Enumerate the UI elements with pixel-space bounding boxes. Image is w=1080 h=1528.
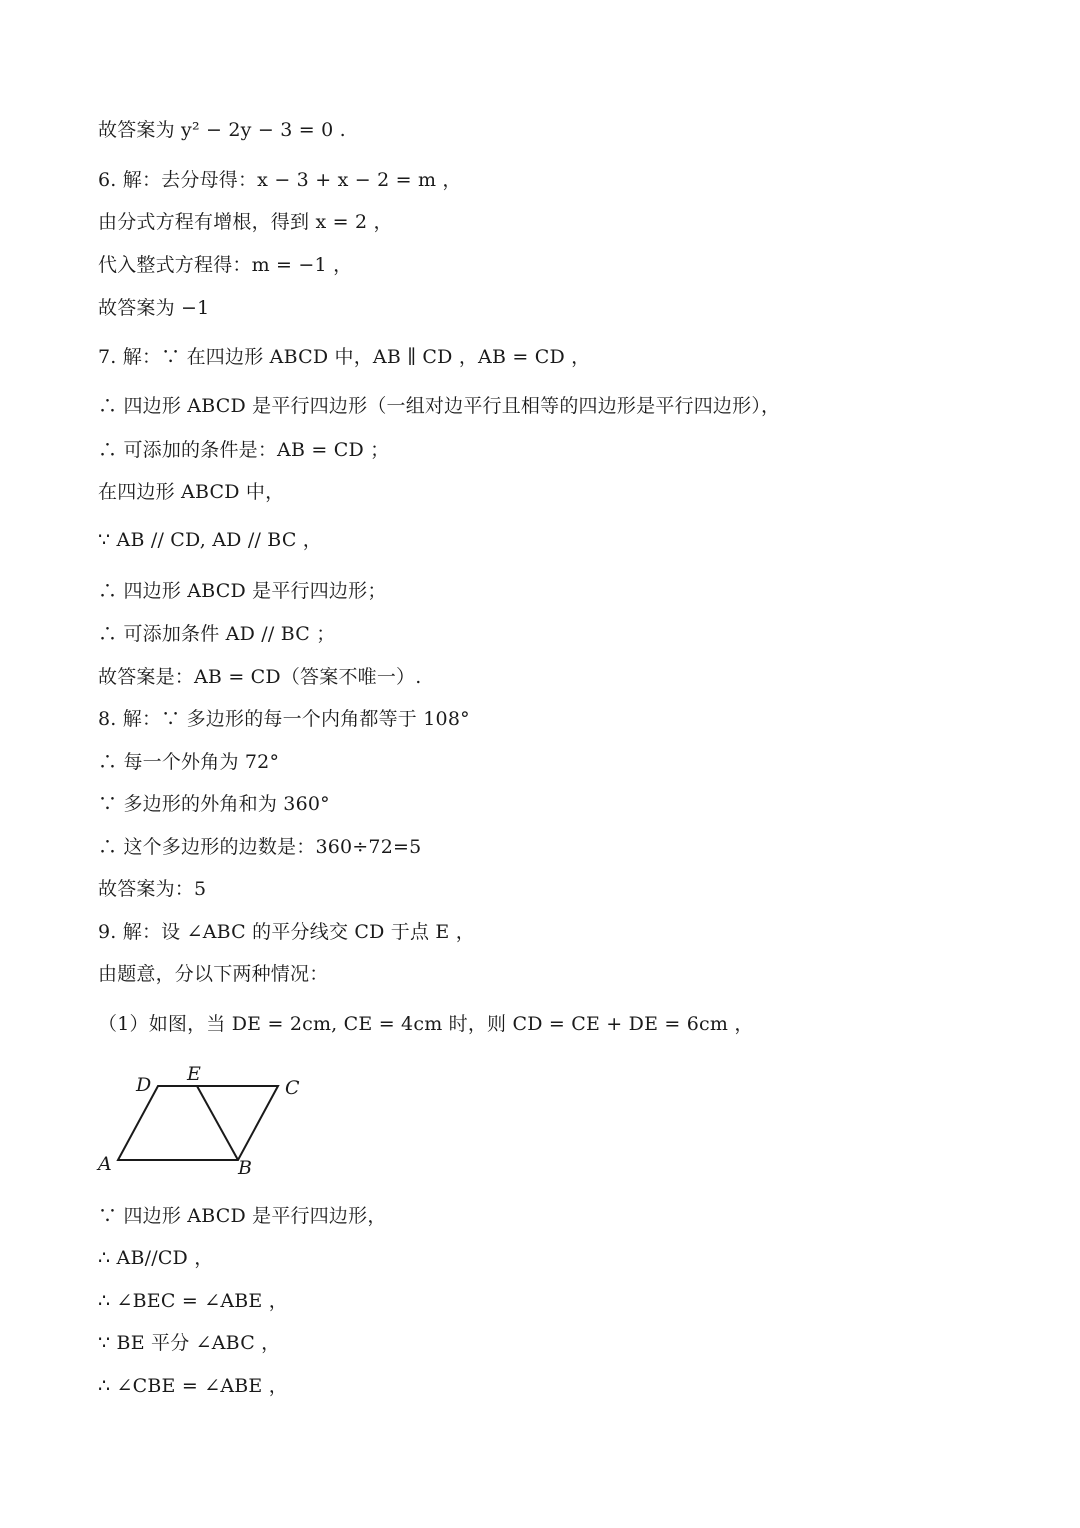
- text-line: ∴ ∠CBE = ∠ABE ，: [98, 1375, 288, 1397]
- label-e: E: [187, 1063, 201, 1085]
- text-line: 代入整式方程得：m = −1 ，: [98, 254, 353, 276]
- text-line: ∴ 四边形 ABCD 是平行四边形（一组对边平行且相等的四边形是平行四边形），: [98, 395, 781, 417]
- label-c: C: [285, 1077, 300, 1099]
- text-line: ∵ 多边形的外角和为 360°: [98, 793, 330, 815]
- text-line: ∴ 这个多边形的边数是：360÷72=5: [98, 836, 422, 858]
- text-line: 故答案为 −1: [98, 297, 210, 319]
- text-line: ∴ 四边形 ABCD 是平行四边形；: [98, 580, 387, 602]
- text-line: ∴ ∠BEC = ∠ABE ，: [98, 1290, 288, 1312]
- parallelogram-abcd: [118, 1086, 278, 1160]
- text-line: ∵ BE 平分 ∠ABC ，: [98, 1332, 281, 1354]
- bisector-be: [197, 1086, 238, 1160]
- text-line: ∵ AB // CD, AD // BC ，: [98, 529, 322, 551]
- parallelogram-figure: [96, 1058, 316, 1182]
- text-line: ∴ 每一个外角为 72°: [98, 751, 280, 773]
- text-line: 7. 解：∵ 在四边形 ABCD 中，AB ∥ CD ，AB = CD ，: [98, 346, 591, 368]
- text-line: 9. 解：设 ∠ABC 的平分线交 CD 于点 E ，: [98, 921, 475, 943]
- text-line: 在四边形 ABCD 中，: [98, 481, 285, 503]
- label-d: D: [136, 1074, 152, 1096]
- text-line: ∴ AB//CD ，: [98, 1247, 214, 1269]
- text-line: 由分式方程有增根，得到 x = 2 ，: [98, 211, 393, 233]
- label-b: B: [238, 1157, 252, 1179]
- text-line: 6. 解：去分母得：x − 3 + x − 2 = m ，: [98, 169, 462, 191]
- text-line: （1）如图，当 DE = 2cm, CE = 4cm 时，则 CD = CE + DE = 6cm ，: [98, 1013, 754, 1035]
- text-line: 故答案为：5: [98, 878, 207, 900]
- text-line: ∵ 四边形 ABCD 是平行四边形，: [98, 1205, 387, 1227]
- label-a: A: [98, 1153, 112, 1175]
- text-line: 故答案是：AB = CD（答案不唯一）.: [98, 666, 422, 688]
- text-line: ∴ 可添加条件 AD // BC ；: [98, 623, 336, 645]
- text-line: 故答案为 y² − 2y − 3 = 0 .: [98, 119, 346, 141]
- text-line: ∴ 可添加的条件是：AB = CD ；: [98, 439, 390, 461]
- text-line: 8. 解：∵ 多边形的每一个内角都等于 108°: [98, 708, 470, 730]
- text-line: 由题意，分以下两种情况：: [98, 963, 329, 985]
